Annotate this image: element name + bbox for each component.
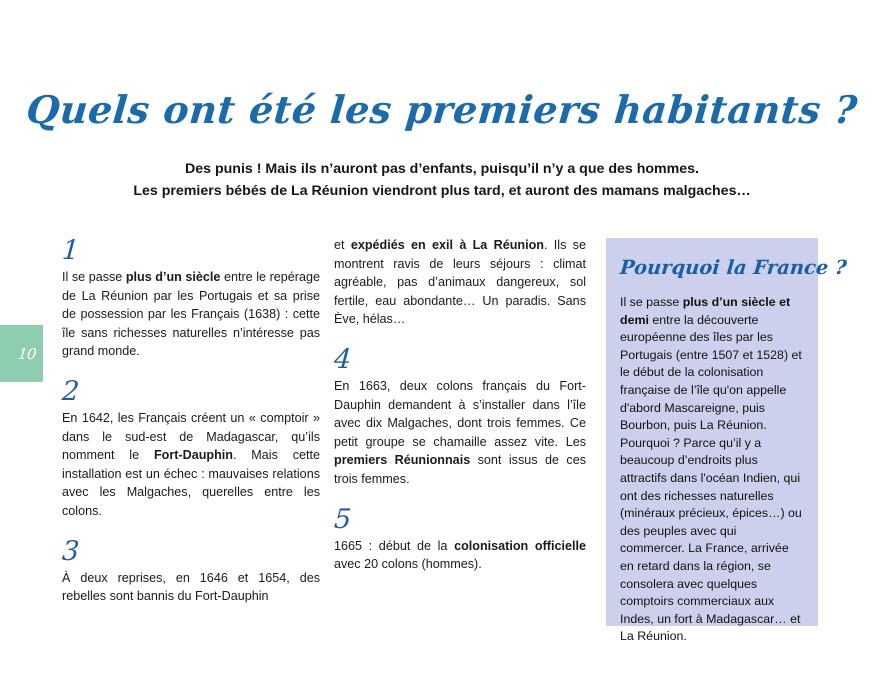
page-title: Quels ont été les premiers habitants ? <box>24 87 860 133</box>
item-3-cont-bold-a: expédiés en exil à La Réunion <box>350 238 544 252</box>
numbered-item-4 <box>334 345 586 489</box>
item-body-2 <box>62 409 320 521</box>
item-4-bold-a: premiers Réunionnais <box>334 453 471 468</box>
sidebar-bold-a: plus d’un siècle et demi <box>620 295 791 327</box>
item-4-text-b: sont issus de ces trois femmes. <box>334 453 586 486</box>
subtitle-line-2: Les premiers bébés de La Réunion viendront plus tard, et auront des mamans malgaches… <box>133 183 751 199</box>
text-column-1 <box>62 236 320 606</box>
sidebar-text-a: Il se passe <box>620 295 683 309</box>
sidebar-callout-box <box>606 238 848 644</box>
item-3-text-a: À deux reprises, en 1646 et 1654, des rebelles sont bannis du Fort-Dauphin <box>62 570 320 604</box>
sidebar-callout-body <box>620 294 804 646</box>
sidebar-callout-title: Pourquoi la France ? <box>619 256 848 279</box>
item-1-bold-a: plus d’un siècle <box>125 270 221 284</box>
item-number-1: 1 <box>60 235 81 266</box>
numbered-item-5 <box>334 505 586 574</box>
item-3-cont-text-a: et <box>334 238 351 252</box>
item-2-text-b: . Mais cette installation est un échec : mauvaises relations avec les Malgaches, querelles entre les colons. <box>62 448 321 518</box>
text-column-2 <box>334 236 586 574</box>
item-5-text-b: avec 20 colons (hommes). <box>334 557 482 572</box>
page-number-tab <box>0 325 43 382</box>
item-2-text-a: En 1642, les Français créent un « comptoir » dans le sud-est de Madagascar, qu’ils nomment le <box>62 410 320 463</box>
item-number-2: 2 <box>60 375 81 407</box>
sidebar-text-b: entre la découverte européenne des îles par les Portugais (entre 1507 et 1528) et le début de la colonisation française de l’île qu'on appelle d'abord Mascareigne, puis Bourbon, puis La Réunion. Pourquoi ? Parce qu’il y a beaucoup d’endroits plus attractifs dans l'océan Indien, qui ont des richesses naturelles (minéraux précieux, épices…) ou des peuples avec qui commercer. La France, arrivée en retard dans la région, se consolera avec quelques comptoirs commerciaux aux Indes, un fort à Madagascar… et La Réunion. <box>620 312 802 644</box>
item-2-bold-a: Fort-Dauphin <box>153 448 233 463</box>
item-body-4 <box>334 377 586 489</box>
subtitle-line-1: Des punis ! Mais ils n’auront pas d’enfants, puisqu’il n’y a que des hommes. <box>185 161 699 177</box>
item-number-5: 5 <box>332 503 353 535</box>
item-3-cont-text-b: . Ils se montrent ravis de leurs séjours : climat agréable, pas d’animaux dangereux, sol fertile, eau abondante… Un paradis. Sans Ève, hélas… <box>334 238 586 327</box>
numbered-item-1 <box>62 236 320 361</box>
item-5-bold-a: colonisation officielle <box>454 538 586 553</box>
numbered-item-3 <box>62 537 320 606</box>
item-body-1 <box>62 268 320 361</box>
item-number-4: 4 <box>332 343 353 375</box>
item-body-3 <box>62 569 320 606</box>
item-number-3: 3 <box>60 535 81 567</box>
numbered-item-2 <box>62 377 320 521</box>
item-1-text-b: entre le repérage de La Réunion par les Portugais et sa prise de possession par les Français (1638) : cette île sans richesses naturelles n’intéresse pas grand monde. <box>62 270 320 359</box>
item-1-text-a: Il se passe <box>62 270 126 284</box>
item-3-continuation <box>334 236 586 329</box>
item-body-5 <box>334 537 586 574</box>
item-5-text-a: 1665 : début de la <box>334 538 455 553</box>
subtitle <box>92 158 792 202</box>
item-4-text-a: En 1663, deux colons français du Fort-Dauphin demandent à s’installer dans l’île avec dix Malgaches, dont trois femmes. Ce petit groupe se chamaille assez vite. Les <box>334 378 586 449</box>
page-number: 10 <box>16 344 37 363</box>
